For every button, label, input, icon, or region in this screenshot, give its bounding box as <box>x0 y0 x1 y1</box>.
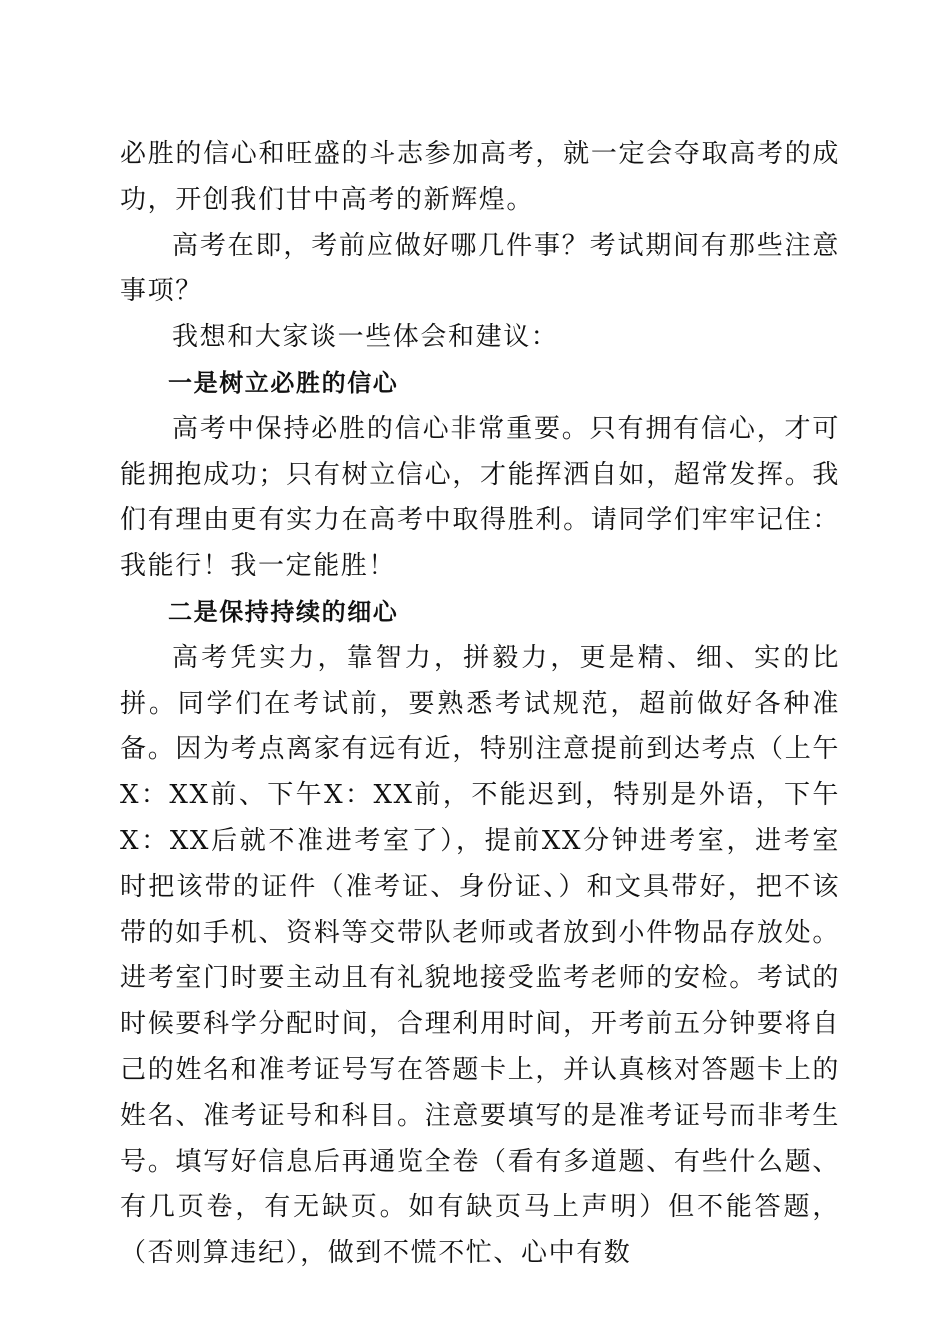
section-heading-carefulness: 二是保持持续的细心 <box>168 597 399 626</box>
paragraph-confidence: 高考中保持必胜的信心非常重要。只有拥有信心，才可能拥抱成功；只有树立信心，才能挥洒自如，超常发挥。我们有理由更有实力在高考中取得胜利。请同学们牢牢记住：我能行！我一定能胜！ <box>120 413 840 582</box>
paragraph-continuation: 必胜的信心和旺盛的斗志参加高考，就一定会夺取高考的成功，开创我们甘中高考的新辉煌。 <box>120 139 840 215</box>
paragraph-intro: 我想和大家谈一些体会和建议： <box>172 322 559 353</box>
paragraph-carefulness: 高考凭实力，靠智力，拼毅力，更是精、细、实的比拼。同学们在考试前，要熟悉考试规范，超前做好各种准备。因为考点离家有远有近，特别注意提前到达考点（上午X：XX前、下午X：XX前，不能迟到，特别是外语，下午X：XX后就不准进考室了），提前XX分钟进考室，进考室时把该带的证件（准考证、身份证、）和文具带好，把不该带的如手机、资料等交带队老师或者放到小件物品存放处。进考室门时要主动且有礼貌地接受监考老师的安检。考试的时候要科学分配时间，合理利用时间，开考前五分钟要将自己的姓名和准考证号写在答题卡上，并认真核对答题卡上的姓名、准考证号和科目。注意要填写的是准考证号而非考生号。填写好信息后再通览全卷（看有多道题、有些什么题、有几页卷，有无缺页。如有缺页马上声明）但不能答题，（否则算违纪），做到不慌不忙、心中有数 <box>120 642 840 1269</box>
document-body <box>120 132 840 1277</box>
section-heading-confidence: 一是树立必胜的信心 <box>168 368 399 397</box>
paragraph-question: 高考在即，考前应做好哪几件事？考试期间有那些注意事项？ <box>120 230 840 307</box>
